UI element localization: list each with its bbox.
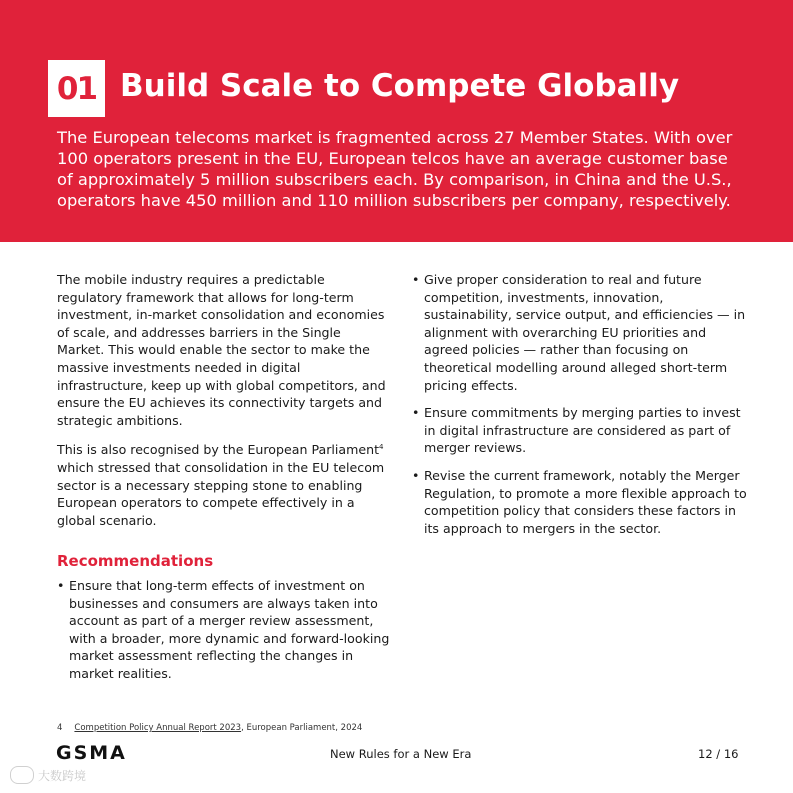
recommendations-heading: Recommendations bbox=[57, 552, 214, 571]
footnote bbox=[57, 723, 362, 733]
paragraph-2-start: This is also recognised by the European Parliament bbox=[57, 442, 380, 458]
right-column bbox=[412, 271, 752, 547]
recommendation-item: • Revise the current framework, notably the Merger Regulation, to promote a more flexible approach to competition policy that considers these factors in its approach to mergers in the sector. bbox=[412, 467, 752, 537]
section-number-box bbox=[48, 60, 105, 117]
page-title: Build Scale to Compete Globally bbox=[120, 68, 680, 104]
left-column bbox=[57, 271, 392, 692]
hero-banner bbox=[0, 0, 793, 242]
body-paragraph-2 bbox=[57, 441, 392, 529]
paragraph-2-end: which stressed that consolidation in the EU telecom sector is a necessary stepping stone to enabling European operators to compete effectively in a global scenario. bbox=[57, 459, 385, 528]
footnote-link[interactable]: Competition Policy Annual Report 2023 bbox=[74, 723, 242, 733]
document-name: New Rules for a New Era bbox=[330, 747, 472, 761]
recommendation-item: • Ensure commitments by merging parties to invest in digital infrastructure are considered as part of merger reviews. bbox=[412, 404, 752, 457]
recommendations-list-left bbox=[57, 577, 392, 683]
recommendations-list-right bbox=[412, 271, 752, 537]
watermark-text: 大数跨境 bbox=[38, 768, 87, 783]
footnote-number: 4 bbox=[57, 723, 63, 733]
watermark-logo-icon bbox=[10, 766, 34, 784]
gsma-logo: GSMA bbox=[56, 742, 127, 764]
recommendation-item: • Ensure that long-term effects of investment on businesses and consumers are always taken into account as part of a merger review assessment, with a broader, more dynamic and forward-looking market assessment reflecting the changes in market realities. bbox=[57, 577, 392, 683]
page-number: 12 / 16 bbox=[698, 747, 739, 761]
recommendation-item: • Give proper consideration to real and future competition, investments, innovation, sustainability, service output, and efficiencies — in alignment with overarching EU priorities and agreed policies — rather than focusing on theoretical modelling around alleged short-term pricing effects. bbox=[412, 271, 752, 394]
section-number: 01 bbox=[56, 70, 97, 107]
body-paragraph-1: The mobile industry requires a predictable regulatory framework that allows for long-term investment, in-market consolidation and economies of scale, and addresses barriers in the Single Market. This would enable the sector to make the massive investments needed in digital infrastructure, keep up with global competitors, and ensure the EU achieves its connectivity targets and strategic ambitions. bbox=[57, 272, 386, 428]
footnote-source: , European Parliament, 2024 bbox=[241, 723, 363, 733]
footnote-reference[interactable]: 4 bbox=[379, 443, 384, 452]
intro-paragraph: The European telecoms market is fragmented across 27 Member States. With over 100 operators present in the EU, European telcos have an average customer base of approximately 5 million subscribers each. By comparison, in China and the U.S., operators have 450 million and 110 million subscribers per company, respectively. bbox=[57, 128, 733, 210]
watermark bbox=[10, 766, 86, 784]
